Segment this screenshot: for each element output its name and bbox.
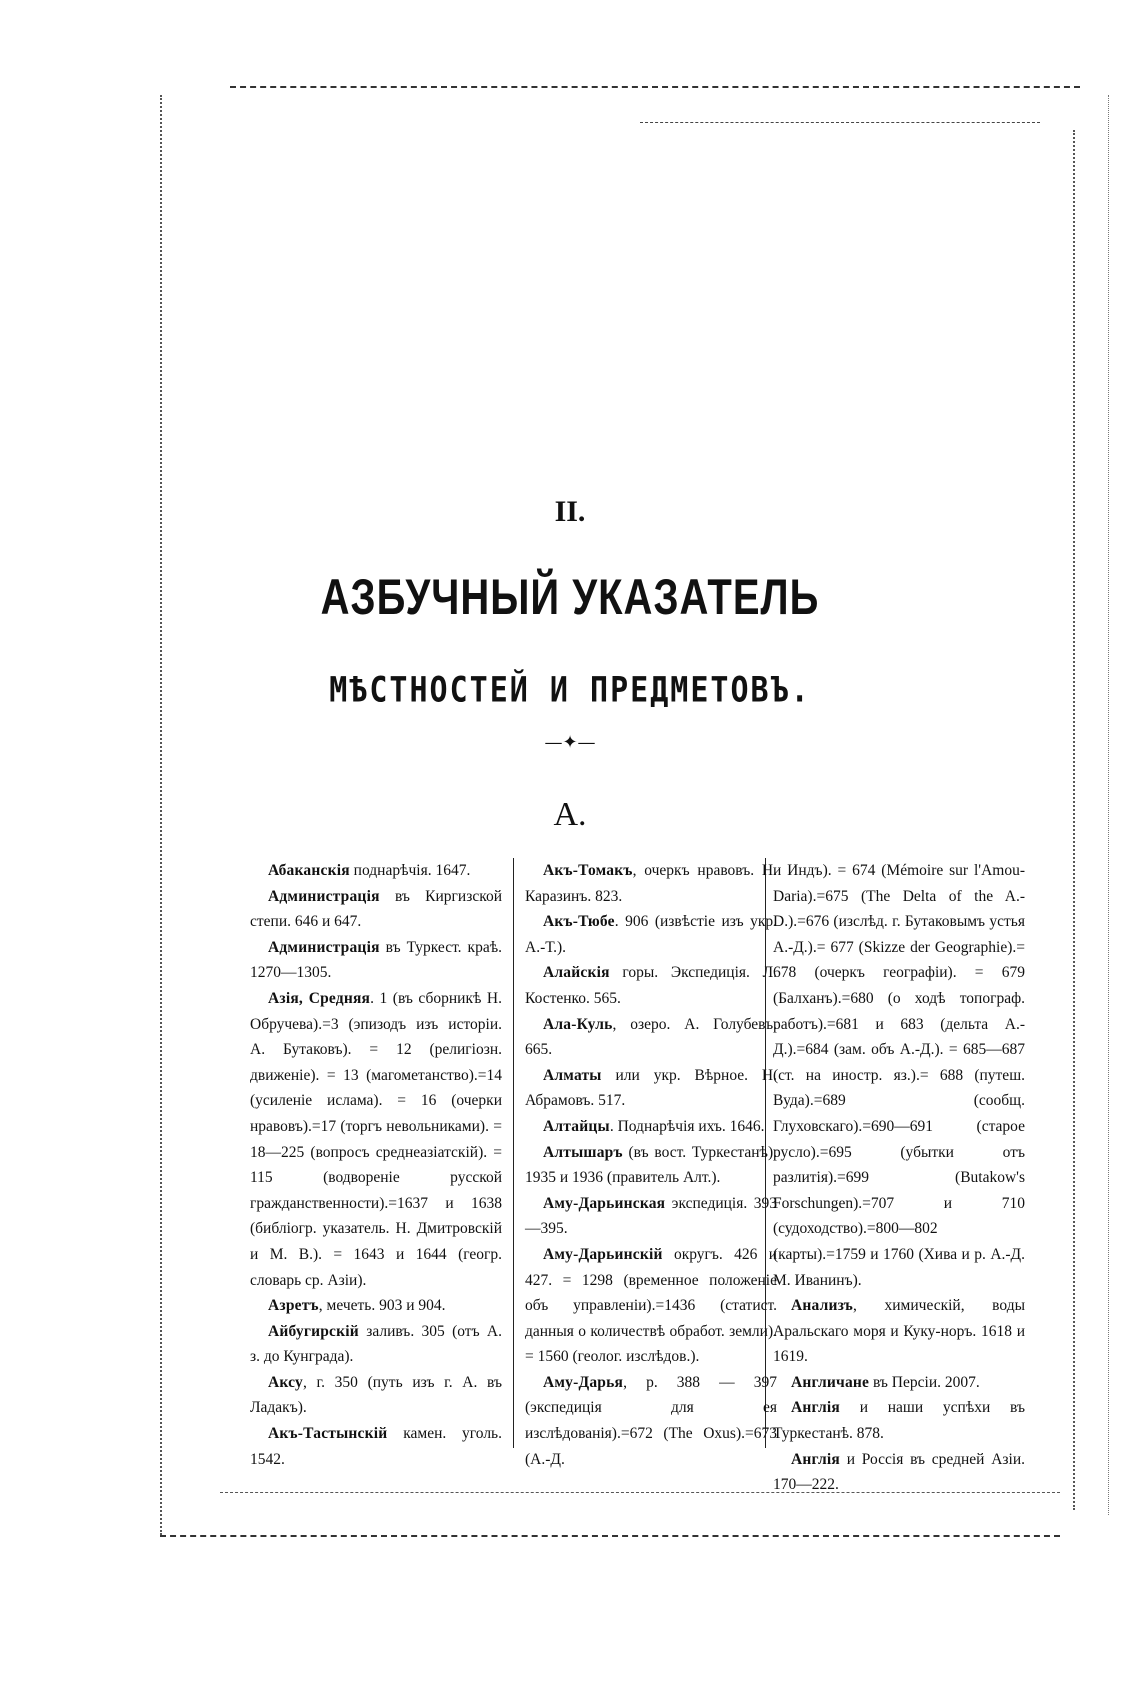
index-entry bbox=[250, 1421, 502, 1472]
index-entry-text: . 1 (въ сборникѣ Н. Обручева).=3 (эпизодъ изъ исторіи. А. Бутаковъ). = 12 (религіозн. движеніе). = 13 (магометанство).=14 (усиленіе ислама). = 16 (очерки нравовъ).=17 (торгъ невольниками). = 18—225 (вопросъ среднеазіатскій). = 115 (водвореніе русской гражданственности).=1637 и 1638 (библіогр. указатель. Н. Дмитровскій и М. В.). = 1643 и 1644 (геогр. словарь ср. Азіи). bbox=[250, 989, 502, 1289]
index-entry-text: , очеркъ нравовъ. Н. Каразинъ. 823. bbox=[525, 862, 777, 905]
index-entry-text: и наши успѣхи въ Туркестанѣ. 878. bbox=[773, 1399, 1025, 1443]
index-entry-heading: Администрація bbox=[268, 938, 380, 956]
index-entry bbox=[773, 858, 1025, 1293]
index-entry bbox=[525, 1191, 777, 1242]
index-entry-heading: Аксу bbox=[268, 1373, 303, 1391]
index-entry bbox=[773, 1293, 1025, 1370]
index-entry-text: или укр. Вѣрное. Н. Абрамовъ. 517. bbox=[525, 1066, 777, 1110]
index-entry bbox=[250, 1319, 502, 1370]
index-entry-heading: Англія bbox=[791, 1450, 840, 1468]
scan-border-top bbox=[230, 86, 1080, 88]
index-entry-text: заливъ. 305 (отъ А. з. до Кунграда). bbox=[250, 1322, 502, 1366]
index-entry bbox=[525, 909, 777, 960]
index-entry bbox=[525, 1114, 777, 1140]
page-title: АЗБУЧНЫЙ УКАЗАТЕЛЬ bbox=[320, 570, 820, 626]
index-entry bbox=[525, 1370, 777, 1472]
index-entry-heading: Акъ-Тюбе bbox=[543, 913, 615, 931]
index-entry-text: экспедиція. 393—395. bbox=[525, 1194, 777, 1238]
index-entry-heading: Айбугирскій bbox=[268, 1322, 359, 1340]
index-entry-heading: Аму-Дарья bbox=[543, 1373, 624, 1391]
index-entry-text: и Россія въ средней Азіи. 170—222. bbox=[773, 1450, 1025, 1494]
index-entry-text: . Поднарѣчія ихъ. 1646. bbox=[609, 1117, 765, 1135]
index-entry bbox=[525, 1140, 777, 1191]
index-entry-text: въ Персіи. 2007. bbox=[869, 1373, 980, 1391]
index-entry-heading: Акъ-Томакъ bbox=[543, 862, 633, 879]
index-entry-heading: Алматы bbox=[543, 1066, 602, 1084]
index-entry-heading: Алтайцы bbox=[543, 1117, 610, 1135]
index-letter-heading: А. bbox=[553, 796, 587, 833]
index-entry bbox=[525, 858, 777, 909]
ornament-divider: —✦— bbox=[544, 732, 596, 753]
index-entry bbox=[250, 986, 502, 1293]
page-subtitle: МѢСТНОСТЕЙ И ПРЕДМЕТОВЪ. bbox=[329, 670, 811, 711]
index-entry-text: . 906 (извѣстіе изъ укр. А.-Т.). bbox=[525, 913, 777, 956]
index-entry-text: въ Киргизской степи. 646 и 647. bbox=[250, 887, 502, 931]
index-entry-heading: Англичане bbox=[791, 1373, 870, 1391]
index-entry-heading: Аму-Дарьинскій bbox=[543, 1245, 663, 1263]
scan-border-bottom bbox=[160, 1535, 1060, 1537]
index-entry-heading: Азія, Средняя bbox=[268, 989, 371, 1007]
scan-border-top-inner bbox=[640, 122, 1040, 123]
index-entry-text: камен. уголь. 1542. bbox=[250, 1425, 502, 1468]
index-entry bbox=[773, 1447, 1025, 1498]
index-entry-heading: Азретъ bbox=[268, 1297, 319, 1315]
index-entry bbox=[250, 884, 502, 935]
index-entry-heading: Акъ-Тастынскій bbox=[268, 1425, 388, 1443]
index-entry-text: , озеро. А. Голубевъ. 665. bbox=[525, 1015, 777, 1059]
index-entry-text: горы. Экспедиція. Л. Костенко. 565. bbox=[525, 964, 777, 1007]
index-entry bbox=[773, 1370, 1025, 1396]
index-entry bbox=[773, 1395, 1025, 1446]
index-entry bbox=[250, 1293, 502, 1319]
index-column-2 bbox=[525, 858, 777, 1468]
index-entry-heading: Ала-Куль bbox=[543, 1015, 613, 1033]
index-entry-text: (въ вост. Туркестанѣ). 1935 и 1936 (правитель Алт.). bbox=[525, 1143, 777, 1187]
index-entry bbox=[250, 935, 502, 986]
index-entry bbox=[525, 1063, 777, 1114]
index-entry-heading: Алтышаръ bbox=[543, 1143, 623, 1161]
section-number: II. bbox=[554, 495, 586, 528]
index-entry-text: , мечеть. 903 и 904. bbox=[318, 1297, 446, 1315]
column-rule bbox=[513, 858, 514, 1448]
index-entry-text: и Индъ). = 674 (Mémoire sur l'Amou-Daria).=675 (The Delta of the A.-D.).=676 (изслѣд. г. Бутаковымъ устья А.-Д.).= 677 (Skizze der Geographie).= 678 (очеркъ географіи). = 679 (Балханъ).=680 (о ходѣ топограф. работъ).=681 и 683 (дельта А.-Д.).=684 (зам. объ А.-Д.). = 685—687 (ст. на иностр. яз.).= 688 (путеш. Вуда).=689 (сообщ. Глуховскаго).=690—691 (старое русло).=695 (убытки отъ разлитія).=699 (Butakow's Forschungen).=707 и 710 (судоходство).=800—802 (карты).=1759 и 1760 (Хива и р. А.-Д. М. Иванинъ). bbox=[773, 862, 1025, 1289]
index-entry-heading: Алайскія bbox=[543, 964, 610, 982]
index-entry-heading: Анализъ bbox=[791, 1297, 854, 1315]
index-entry bbox=[525, 1242, 777, 1370]
index-entry-heading: Администрація bbox=[268, 887, 380, 905]
index-entry-text: округъ. 426 и 427. = 1298 (временное положеніе объ управленіи).=1436 (статист. данныя о количествѣ обработ. земли). = 1560 (геолог. изслѣдов.). bbox=[525, 1245, 777, 1366]
index-entry-text: , г. 350 (путь изъ г. А. въ Ладакъ). bbox=[250, 1373, 502, 1417]
index-entry bbox=[250, 858, 502, 884]
index-column-1 bbox=[250, 858, 502, 1468]
index-entry-text: , р. 388 — 397 (экспедиція для ея изслѣдованія).=672 (The Oxus).=673 (А.-Д. bbox=[525, 1373, 777, 1468]
index-entry bbox=[250, 1370, 502, 1421]
index-entry-text: въ Туркест. краѣ. 1270—1305. bbox=[250, 938, 502, 982]
index-entry-heading: Англія bbox=[791, 1399, 840, 1417]
index-entry bbox=[525, 1012, 777, 1063]
index-entry-heading: Аму-Дарьинская bbox=[543, 1194, 666, 1212]
index-entry-heading: Абаканскія bbox=[268, 862, 350, 879]
index-entry-text: , химическій, воды Аральскаго моря и Куку-норъ. 1618 и 1619. bbox=[773, 1297, 1025, 1366]
index-entry-text: поднарѣчія. 1647. bbox=[349, 862, 471, 879]
index-column-3 bbox=[773, 858, 1025, 1494]
index-entry bbox=[525, 960, 777, 1011]
